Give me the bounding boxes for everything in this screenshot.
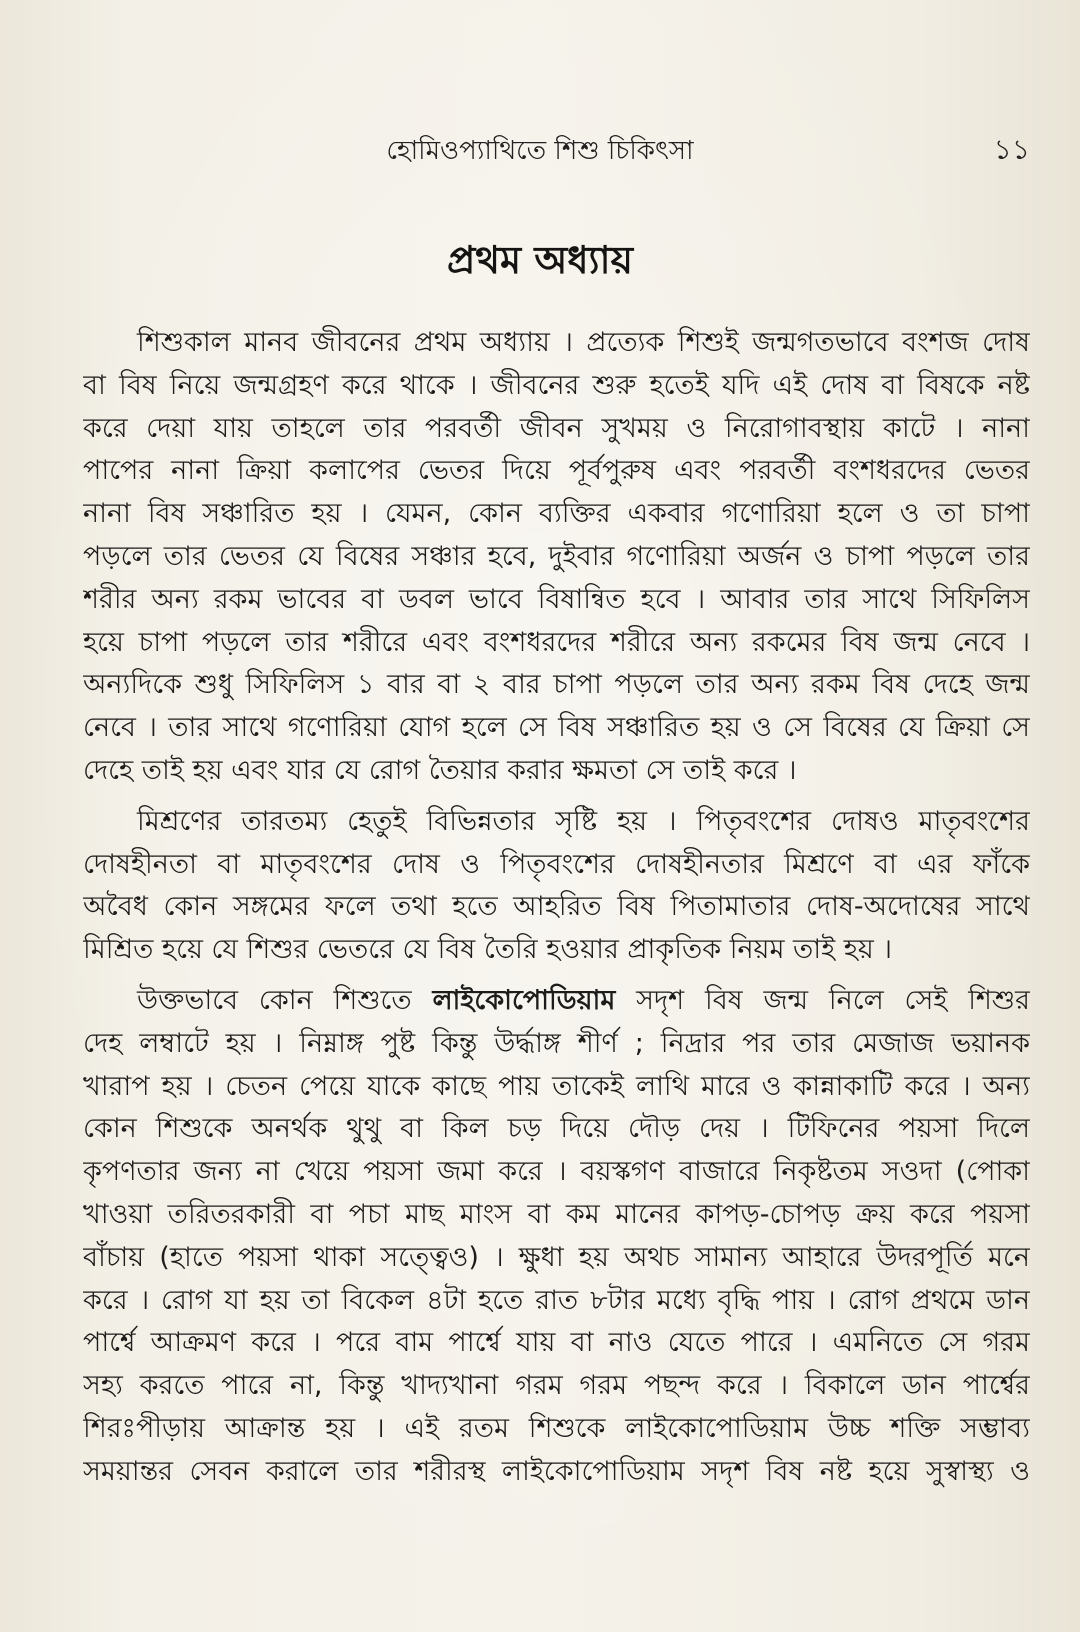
text-line: সময়ান্তর সেবন করালে তার শরীরস্থ লাইকোপোডিয়াম সদৃশ বিষ নষ্ট হয়ে সুস্বাস্থ্য ও: [83, 1455, 1030, 1487]
text-line: কৃপণতার জন্য না খেয়ে পয়সা জমা করে । বয়স্কগণ বাজারে নিকৃষ্টতম সওদা (পোকা: [83, 1156, 1030, 1188]
text-line: দেহ লম্বাটে হয় । নিম্নাঙ্গ পুষ্ট কিন্তু উর্দ্ধাঙ্গ শীর্ণ ; নিদ্রার পর তার মেজাজ ভয়ানক: [83, 1027, 1030, 1059]
text-line: দেহে তাই হয় এবং যার যে রোগ তৈয়ার করার ক্ষমতা সে তাই করে ।: [83, 754, 797, 786]
text-line: পাপের নানা ক্রিয়া কলাপের ভেতর দিয়ে পূর্বপুরুষ এবং পরবর্তী বংশধরদের ভেতর: [83, 455, 1030, 487]
text-line: দোষহীনতা বা মাতৃবংশের দোষ ও পিতৃবংশের দোষহীনতার মিশ্রণে বা এর ফাঁকে: [83, 848, 1030, 880]
text-line: বা বিষ নিয়ে জন্মগ্রহণ করে থাকে । জীবনের শুরু হতেই যদি এই দোষ বা বিষকে নষ্ট: [83, 369, 1030, 401]
text-segment: সদৃশ বিষ জন্ম নিলে সেই শিশুর: [615, 984, 1030, 1016]
text-line: অন্যদিকে শুধু সিফিলিস ১ বার বা ২ বার চাপা পড়লে তার অন্য রকম বিষ দেহে জন্ম: [83, 669, 1030, 701]
text-line: শিশুকাল মানব জীবনের প্রথম অধ্যায় । প্রত্যেক শিশুই জন্মগতভাবে বংশজ দোষ: [137, 327, 1030, 358]
text-line: [83, 980, 1030, 1023]
text-line: খাওয়া তরিতরকারী বা পচা মাছ মাংস বা কম মানের কাপড়-চোপড় ক্রয় করে পয়সা: [83, 1198, 1030, 1230]
text-line: সহ্য করতে পারে না, কিন্তু খাদ্যখানা গরম গরম পছন্দ করে । বিকালে ডান পার্শ্বের: [83, 1370, 1030, 1402]
running-head: হোমিওপ্যাথিতে শিশু চিকিৎসা: [386, 136, 694, 166]
text-line: শিরঃপীড়ায় আক্রান্ত হয় । এই রতম শিশুকে লাইকোপোডিয়াম উচ্চ শক্তি সম্ভাব্য: [83, 1412, 1030, 1444]
chapter-title: প্রথম অধ্যায়: [447, 238, 633, 282]
emphasized-term: লাইকোপোডিয়াম: [432, 984, 616, 1016]
text-line: বাঁচায় (হাতে পয়সা থাকা সত্ত্বেও) । ক্ষুধা হয় অথচ সামান্য আহারে উদরপূর্তি মনে: [83, 1241, 1030, 1273]
page-number: ১১: [993, 133, 1030, 166]
text-line: শরীর অন্য রকম ভাবের বা ডবল ভাবে বিষান্বিত হবে । আবার তার সাথে সিফিলিস: [83, 583, 1030, 615]
text-segment: উক্তভাবে কোন শিশুতে: [137, 984, 433, 1016]
text-line: নেবে । তার সাথে গণোরিয়া যোগ হলে সে বিষ সঞ্চারিত হয় ও সে বিষের যে ক্রিয়া সে: [83, 712, 1030, 744]
text-line: করে দেয়া যায় তাহলে তার পরবর্তী জীবন সুখময় ও নিরোগাবস্থায় কাটে । নানা: [83, 412, 1030, 444]
paragraph: [83, 801, 1030, 972]
text-line: হয়ে চাপা পড়লে তার শরীরে এবং বংশধরদের শরীরে অন্য রকমের বিষ জন্ম নেবে ।: [83, 626, 1030, 658]
text-line: খারাপ হয় । চেতন পেয়ে যাকে কাছে পায় তাকেই লাথি মারে ও কান্নাকাটি করে । অন্য: [83, 1070, 1030, 1102]
text-line: অবৈধ কোন সঙ্গমের ফলে তথা হতে আহরিত বিষ পিতামাতার দোষ-অদোষের সাথে: [83, 891, 1030, 923]
text-line: মিশ্রণের তারতম্য হেতুই বিভিন্নতার সৃষ্টি হয় । পিতৃবংশের দোষও মাতৃবংশের: [137, 805, 1030, 837]
paragraph: [83, 322, 1030, 793]
paragraph: [83, 980, 1030, 1494]
text-line: নানা বিষ সঞ্চারিত হয় । যেমন, কোন ব্যক্তির একবার গণোরিয়া হলে ও তা চাপা: [83, 498, 1030, 530]
text-line: কোন শিশুকে অনর্থক থুথু বা কিল চড় দিয়ে দৌড় দেয় । টিফিনের পয়সা দিলে: [83, 1113, 1030, 1145]
text-line: পড়লে তার ভেতর যে বিষের সঞ্চার হবে, দুইবার গণোরিয়া অর্জন ও চাপা পড়লে তার: [83, 540, 1030, 572]
text-line: করে । রোগ যা হয় তা বিকেল ৪টা হতে রাত ৮টার মধ্যে বৃদ্ধি পায় । রোগ প্রথমে ডান: [83, 1284, 1030, 1316]
text-line: পার্শ্বে আক্রমণ করে । পরে বাম পার্শ্বে যায় বা নাও যেতে পারে । এমনিতে সে গরম: [83, 1327, 1030, 1359]
text-line: মিশ্রিত হয়ে যে শিশুর ভেতরে যে বিষ তৈরি হওয়ার প্রাকৃতিক নিয়ম তাই হয় ।: [83, 934, 893, 966]
body-text: [83, 322, 1030, 1494]
